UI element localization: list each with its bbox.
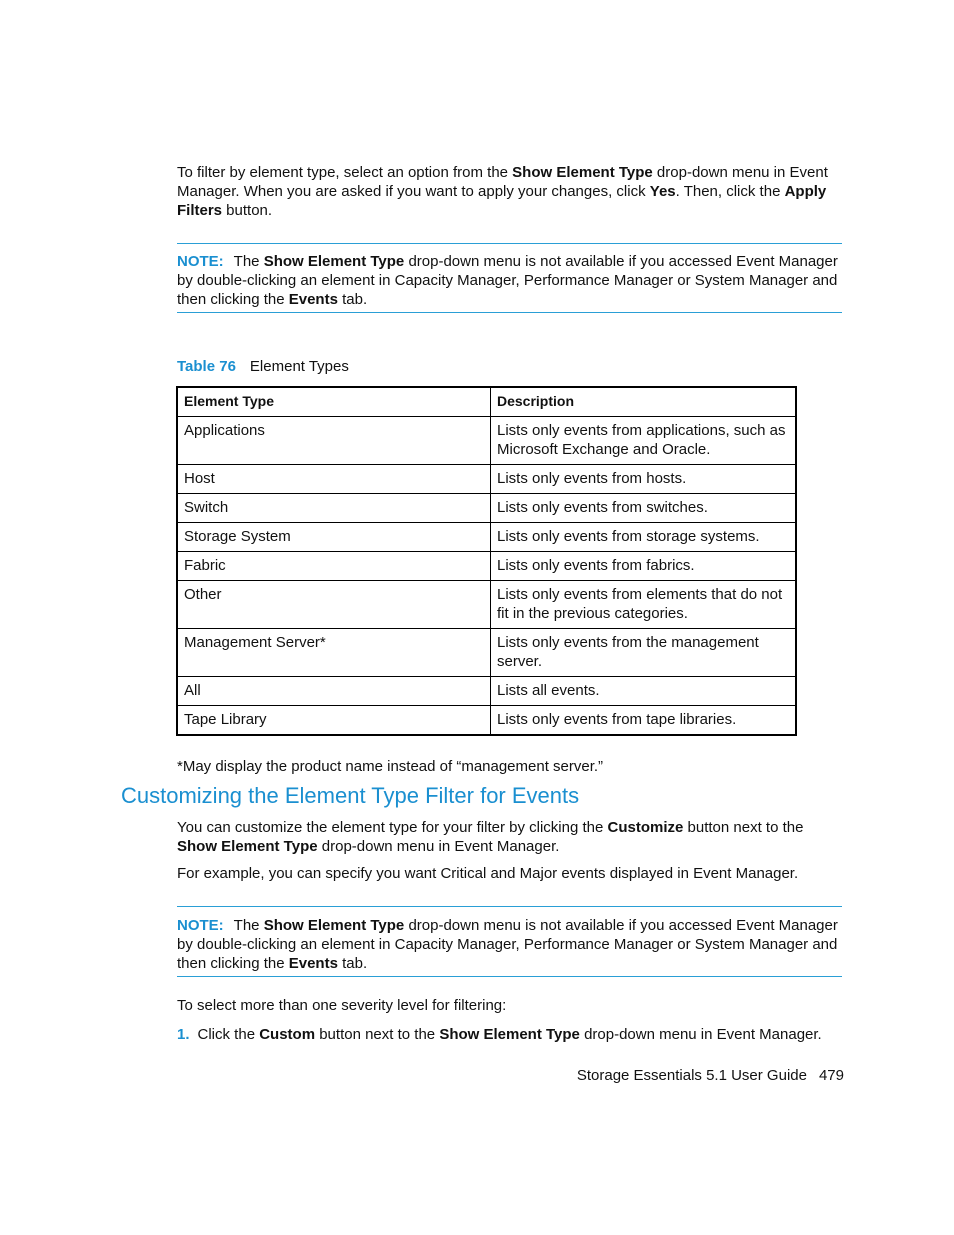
- note1-label: NOTE:: [177, 253, 224, 270]
- column-header-description: Description: [491, 387, 797, 417]
- cell-description: Lists only events from storage systems.: [491, 523, 797, 552]
- step-1-text-3: drop-down menu in Event Manager.: [579, 1026, 822, 1043]
- note2: [177, 916, 842, 973]
- note1-text-1: The: [233, 253, 264, 270]
- step-1-bold-show-element-type: Show Element Type: [439, 1026, 580, 1043]
- intro-bold-apply-filters: Apply Filters: [177, 183, 827, 219]
- table-row: [177, 417, 796, 465]
- table-row: [177, 581, 796, 629]
- table-row: [177, 494, 796, 523]
- note1-bottom-rule: [177, 312, 842, 313]
- cell-description: Lists only events from elements that do not fit in the previous categories.: [491, 581, 797, 629]
- step-1-number: 1.: [177, 1026, 190, 1043]
- section-p1-text-2: button next to the: [683, 819, 804, 836]
- table-caption-label: Table 76: [177, 358, 236, 375]
- table-row: [177, 677, 796, 706]
- cell-element-type: Fabric: [177, 552, 491, 581]
- cell-description: Lists only events from tape libraries.: [491, 706, 797, 736]
- cell-element-type: Other: [177, 581, 491, 629]
- cell-description: Lists all events.: [491, 677, 797, 706]
- intro-text-1: To filter by element type, select an option from the: [177, 164, 513, 181]
- note2-text-2: drop-down menu is not available if you accessed Event Manager by double-clicking an element in Capacity Manager, Performance Manager or System Manager and then clicking the: [177, 917, 838, 972]
- table-caption: [177, 358, 349, 375]
- section-heading: Customizing the Element Type Filter for Events: [121, 783, 580, 808]
- table-row: [177, 706, 796, 736]
- cell-element-type: Switch: [177, 494, 491, 523]
- step-1: [177, 1025, 822, 1044]
- intro-text-4: button.: [222, 202, 273, 219]
- section-p1-text-1: You can customize the element type for your filter by clicking the: [177, 819, 608, 836]
- intro-text-3: . Then, click the: [675, 183, 785, 200]
- section-p1-text-3: drop-down menu in Event Manager.: [317, 838, 560, 855]
- table-footnote: *May display the product name instead of “management server.”: [177, 758, 604, 775]
- cell-element-type: Tape Library: [177, 706, 491, 736]
- section-paragraph-1: [177, 818, 847, 856]
- cell-element-type: All: [177, 677, 491, 706]
- cell-element-type: Storage System: [177, 523, 491, 552]
- intro-bold-show-element-type: Show Element Type: [512, 164, 653, 181]
- table-row: [177, 465, 796, 494]
- note2-top-rule: [177, 906, 842, 907]
- note2-text-1: The: [233, 917, 264, 934]
- cell-description: Lists only events from the management server.: [491, 629, 797, 677]
- note1-text-2: drop-down menu is not available if you accessed Event Manager by double-clicking an element in Capacity Manager, Performance Manager or System Manager and then clicking the: [177, 253, 838, 308]
- table-header-row: [177, 387, 796, 417]
- step-1-bold-custom: Custom: [259, 1026, 316, 1043]
- section-p1-bold-customize: Customize: [607, 819, 684, 836]
- element-types-table: [176, 386, 797, 736]
- table-row: [177, 552, 796, 581]
- column-header-element-type: Element Type: [177, 387, 491, 417]
- page-footer: [577, 1067, 844, 1084]
- footer-title: Storage Essentials 5.1 User Guide: [576, 1067, 807, 1084]
- severity-intro: To select more than one severity level for filtering:: [177, 997, 507, 1014]
- cell-element-type: Applications: [177, 417, 491, 465]
- page-number: 479: [818, 1067, 844, 1084]
- note1-bold-2: Events: [288, 291, 338, 308]
- section-paragraph-2: For example, you can specify you want Critical and Major events displayed in Event Manager.: [177, 865, 799, 882]
- cell-description: Lists only events from switches.: [491, 494, 797, 523]
- note2-bottom-rule: [177, 976, 842, 977]
- step-1-text-1: Click the: [197, 1026, 260, 1043]
- note1-bold-1: Show Element Type: [263, 253, 405, 270]
- intro-paragraph: [177, 163, 847, 220]
- note2-bold-2: Events: [288, 955, 338, 972]
- cell-element-type: Management Server*: [177, 629, 491, 677]
- note2-label: NOTE:: [177, 917, 224, 934]
- cell-description: Lists only events from applications, such as Microsoft Exchange and Oracle.: [491, 417, 797, 465]
- note1-text-3: tab.: [337, 291, 368, 308]
- table-caption-title: Element Types: [249, 358, 349, 375]
- note1: [177, 252, 842, 309]
- step-1-text-2: button next to the: [315, 1026, 440, 1043]
- note1-top-rule: [177, 243, 842, 244]
- note2-text-3: tab.: [337, 955, 368, 972]
- note2-bold-1: Show Element Type: [263, 917, 405, 934]
- table-row: [177, 523, 796, 552]
- table-row: [177, 629, 796, 677]
- cell-description: Lists only events from fabrics.: [491, 552, 797, 581]
- intro-bold-yes: Yes: [649, 183, 676, 200]
- section-p1-bold-show-element-type: Show Element Type: [177, 838, 318, 855]
- cell-description: Lists only events from hosts.: [491, 465, 797, 494]
- cell-element-type: Host: [177, 465, 491, 494]
- intro-text-2: drop-down menu in Event Manager. When you are asked if you want to apply your changes, click: [177, 164, 828, 200]
